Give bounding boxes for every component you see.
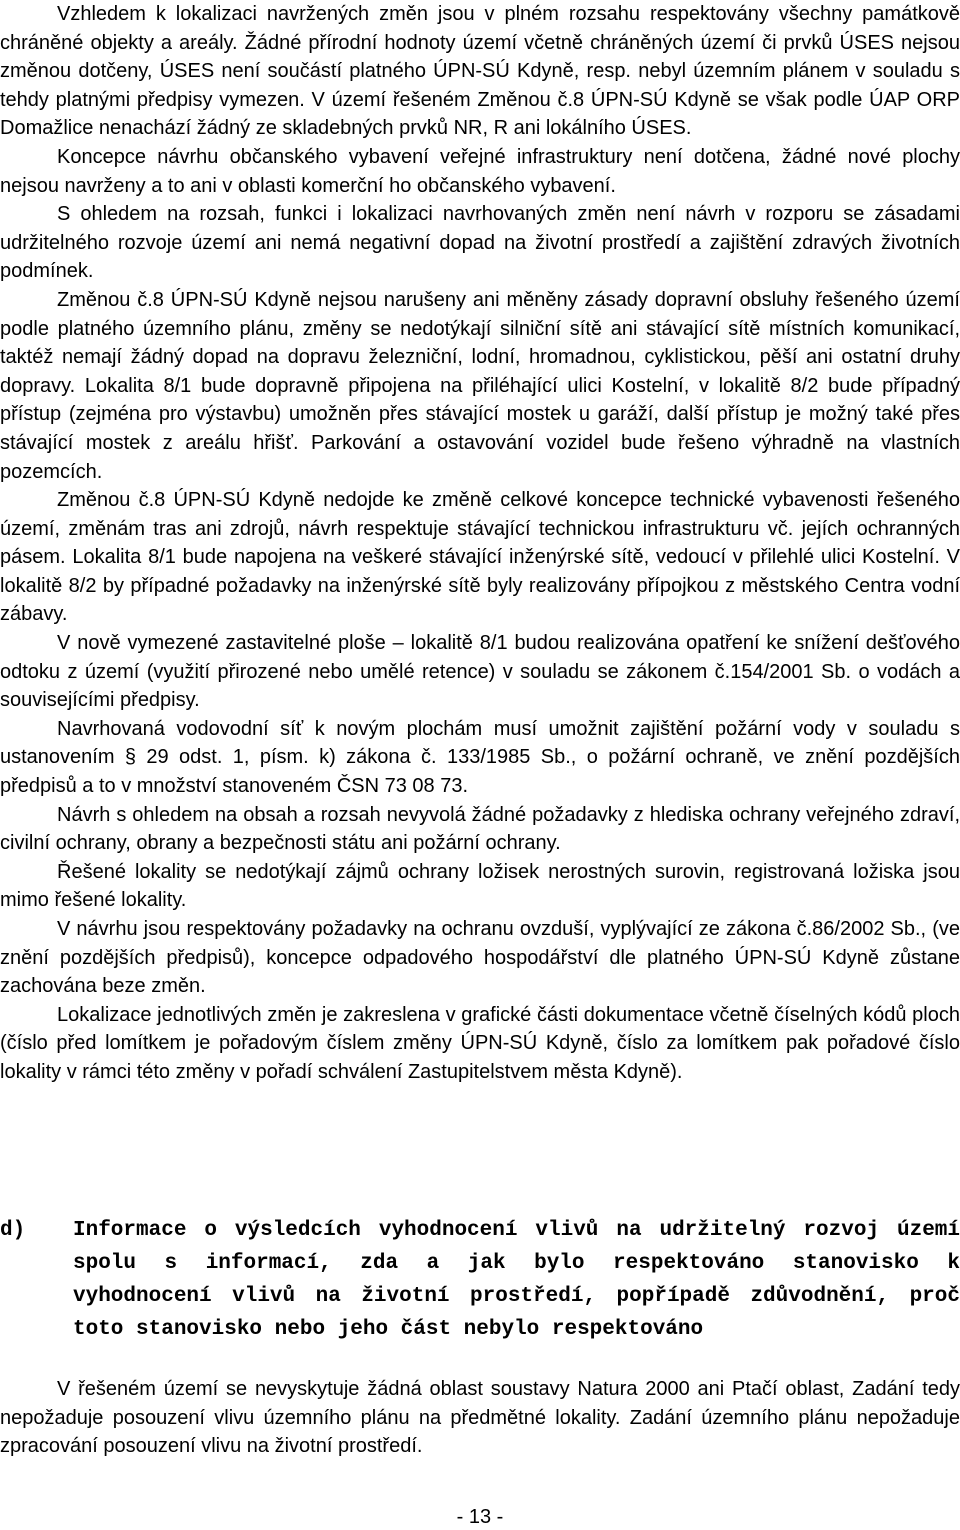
paragraph-fire-water: Navrhovaná vodovodní síť k novým plochám musí umožnit zajištění požární vody v souladu s ustanovením § 29 odst. 1, písm. k) zákona č. 133/1985 Sb., o požární ochraně, ve znění pozdějších předpisů a to v množství stanoveném ČSN 73 08 73. bbox=[0, 717, 960, 798]
paragraph-natura: V řešeném území se nevyskytuje žádná oblast soustavy Natura 2000 ani Ptačí oblast, Zadání tedy nepožaduje posouzení vlivu územního plánu na předmětné lokality. Zadání územního plánu nepožaduje zpracování posouzení vlivu na životní prostředí. bbox=[0, 1378, 960, 1458]
section-title: Informace o výsledcích vyhodnocení vlivů na udržitelný rozvoj území spolu s informací, zda a jak bylo respektováno stanovisko k vyhodnocení vlivů na životní prostředí, popřípadě zdůvodnění, proč toto stanovisko nebo jeho část nebylo respektováno bbox=[73, 1219, 960, 1341]
paragraph-heritage-nature: Vzhledem k lokalizaci navržených změn jsou v plném rozsahu respektovány všechny památkově chráněné objekty a areály. Žádné přírodní hodnoty území včetně chráněných území či prvků ÚSES nejsou změnou dotčeny, ÚSES není součástí platného ÚPN-SÚ Kdyně, resp. nebyl územním plánem v souladu s tehdy platnými předpisy vymezen. V území řešeném Změnou č.8 ÚPN-SÚ Kdyně se však podle ÚAP ORP Domažlice nenachází žádný ze skladebných prvků NR, R ani lokálního ÚSES. bbox=[0, 3, 960, 140]
paragraph-civic-amenities: Koncepce návrhu občanského vybavení veřejné infrastruktury není dotčena, žádné nové plochy nejsou navrženy a to ani v oblasti komerční ho občanského vybavení. bbox=[0, 145, 960, 197]
paragraph-technical-infrastructure: Změnou č.8 ÚPN-SÚ Kdyně nedojde ke změně celkové koncepce technické vybavenosti řešeného území, změnám tras ani zdrojů, návrh respektuje stávající technickou infrastrukturu vč. jejích ochranných pásem. Lokalita 8/1 bude napojena na veškeré stávající inženýrské sítě, vedoucí v přilehlé ulici Kostelní. V lokalitě 8/2 by případné požadavky na inženýrské sítě byly realizovány přípojkou z městského Centra vodní zábavy. bbox=[0, 489, 960, 626]
paragraph-stormwater: V nově vymezené zastavitelné ploše – lokalitě 8/1 budou realizována opatření ke snížení dešťového odtoku z území (využití přirozené nebo umělé retence) v souladu se zákonem č.154/2001 Sb. o vodách a souvisejícími předpisy. bbox=[0, 632, 960, 712]
paragraph-civil-protection: Návrh s ohledem na obsah a rozsah nevyvolá žádné požadavky z hlediska ochrany veřejného zdraví, civilní ochrany, obrany a bezpečnosti státu ani požární ochrany. bbox=[0, 803, 960, 855]
paragraph-localization: Lokalizace jednotlivých změn je zakreslena v grafické části dokumentace včetně číselných kódů ploch (číslo před lomítkem je pořadovým číslem změny ÚPN-SÚ Kdyně, číslo za lomítkem pak pořadové číslo lokality v rámci této změny v pořadí schválení Zastupitelstvem města Kdyně). bbox=[0, 1003, 960, 1083]
paragraph-sustainability: S ohledem na rozsah, funkci i lokalizaci navrhovaných změn není návrh v rozporu se zásadami udržitelného rozvoje území ani nemá negativní dopad na životní prostředí a zajištění zdravých životních podmínek. bbox=[0, 203, 960, 283]
page-number: - 13 - bbox=[456, 1506, 504, 1528]
paragraph-mineral-deposits: Řešené lokality se nedotýkají zájmů ochrany ložisek nerostných surovin, registrovaná ložiska jsou mimo řešené lokality. bbox=[0, 860, 960, 912]
paragraph-air-waste: V návrhu jsou respektovány požadavky na ochranu ovzduší, vyplývající ze zákona č.86/2002 Sb., (ve znění pozdějších předpisů), koncepce odpadového hospodářství dle platného ÚPN-SÚ Kdyně zůstane zachována beze změn. bbox=[0, 918, 960, 998]
section-heading bbox=[0, 1214, 960, 1346]
closing-text bbox=[0, 1375, 960, 1461]
section-letter: d) bbox=[0, 1219, 26, 1242]
paragraph-transport: Změnou č.8 ÚPN-SÚ Kdyně nejsou narušeny ani měněny zásady dopravní obsluhy řešeného území podle platného územního plánu, změny se nedotýkají silniční sítě ani stávající sítě místních komunikací, taktéž nemají žádný dopad na dopravu železniční, lodní, hromadnou, cyklistickou, pěší ani ostatní druhy dopravy. Lokalita 8/1 bude dopravně připojena na přiléhající ulici Kostelní, v lokalitě 8/2 bude případný přístup (zejména pro výstavbu) umožněn přes stávající mostek u garáží, další přístup je možný také přes stávající mostek z areálu hřišť. Parkování a ostavování vozidel bude řešeno výhradně na vlastních pozemcích. bbox=[0, 288, 960, 483]
